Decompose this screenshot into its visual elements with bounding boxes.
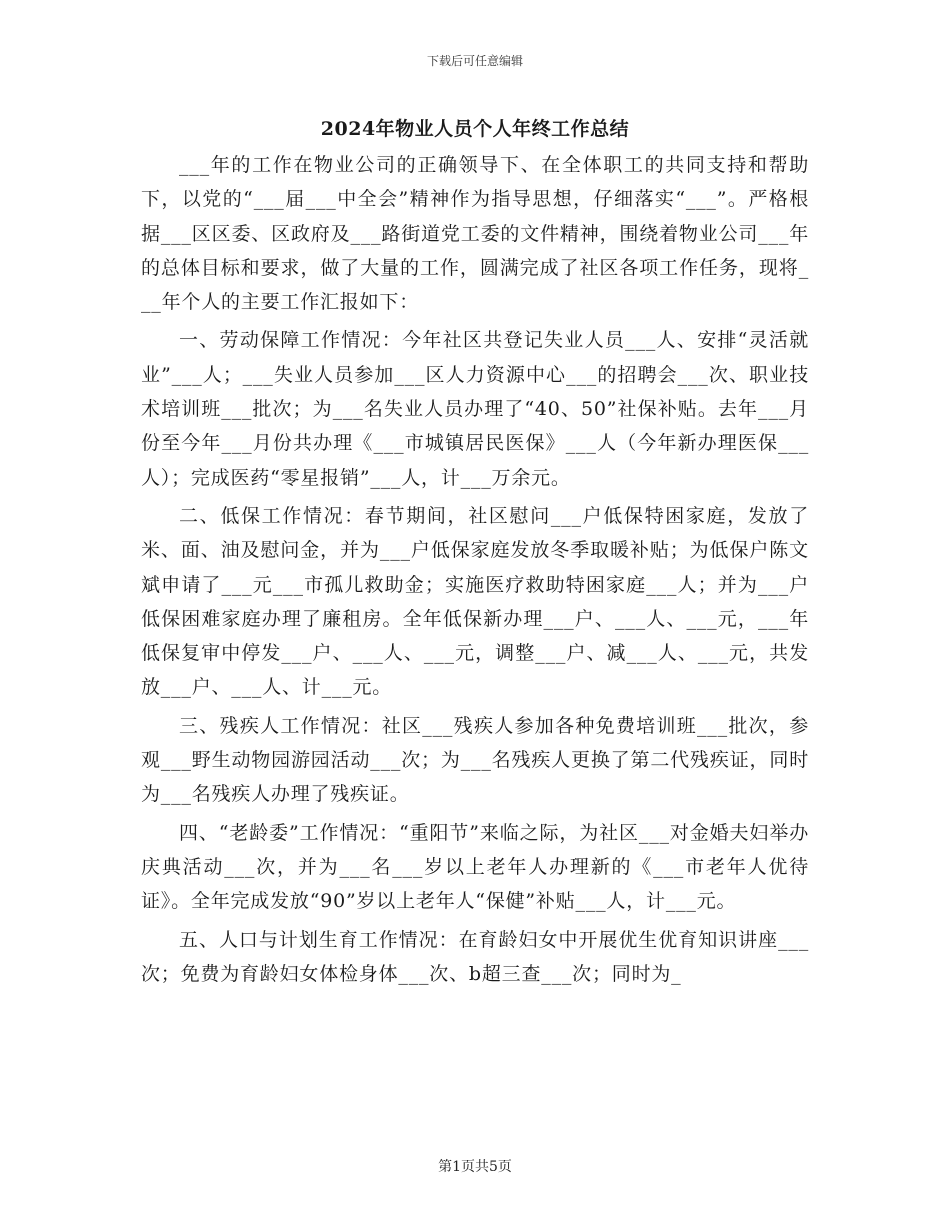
paragraph-minimum-living: 二、低保工作情况：春节期间，社区慰问___户低保特困家庭，发放了米、面、油及慰问金，并为___户低保家庭发放冬季取暖补贴；为低保户陈文斌申请了___元___市孤儿救助金；实施医疗救助特困家庭___人；并为___户低保困难家庭办理了廉租房。全年低保新办理___户、___人、___元，___年低保复审中停发___户、___人、___元，调整___户、减___人、___元，共发放___户、___人、计___元。	[141, 504, 809, 699]
paragraph-intro: ___年的工作在物业公司的正确领导下、在全体职工的共同支持和帮助下，以党的“___届___中全会”精神作为指导思想，仔细落实“___”。严格根据___区区委、区政府及___路街道党工委的文件精神，围绕着物业公司___年的总体目标和要求，做了大量的工作，圆满完成了社区各项工作任务，现将___年个人的主要工作汇报如下：	[141, 154, 809, 314]
paragraph-disabled-persons: 三、残疾人工作情况：社区___残疾人参加各种免费培训班___批次，参观___野生动物园游园活动___次；为___名残疾人更换了第二代残疾证，同时为___名残疾人办理了残疾证。	[141, 714, 809, 806]
paragraph-labor-security: 一、劳动保障工作情况：今年社区共登记失业人员___人、安排“灵活就业”___人；___失业人员参加___区人力资源中心___的招聘会___次、职业技术培训班___批次；为___名失业人员办理了“40、50”社保补贴。去年___月份至今年___月份共办理《___市城镇居民医保》___人（今年新办理医保___人）；完成医药“零星报销”___人，计___万余元。	[141, 329, 809, 489]
page-header-note: 下载后可任意编辑	[426, 54, 523, 68]
document-title: 2024年物业人员个人年终工作总结	[320, 118, 630, 140]
paragraph-elderly-committee: 四、“老龄委”工作情况：“重阳节”来临之际，为社区___对金婚夫妇举办庆典活动___次，并为___名___岁以上老年人办理新的《___市老年人优待证》。全年完成发放“90”岁以上老年人“保健”补贴___人，计___元。	[141, 821, 809, 913]
paragraph-family-planning: 五、人口与计划生育工作情况：在育龄妇女中开展优生优育知识讲座___次；免费为育龄妇女体检身体___次、b超三查___次；同时为_	[141, 928, 809, 985]
page-number: 第1页共5页	[438, 1159, 512, 1175]
document-body	[141, 148, 809, 991]
